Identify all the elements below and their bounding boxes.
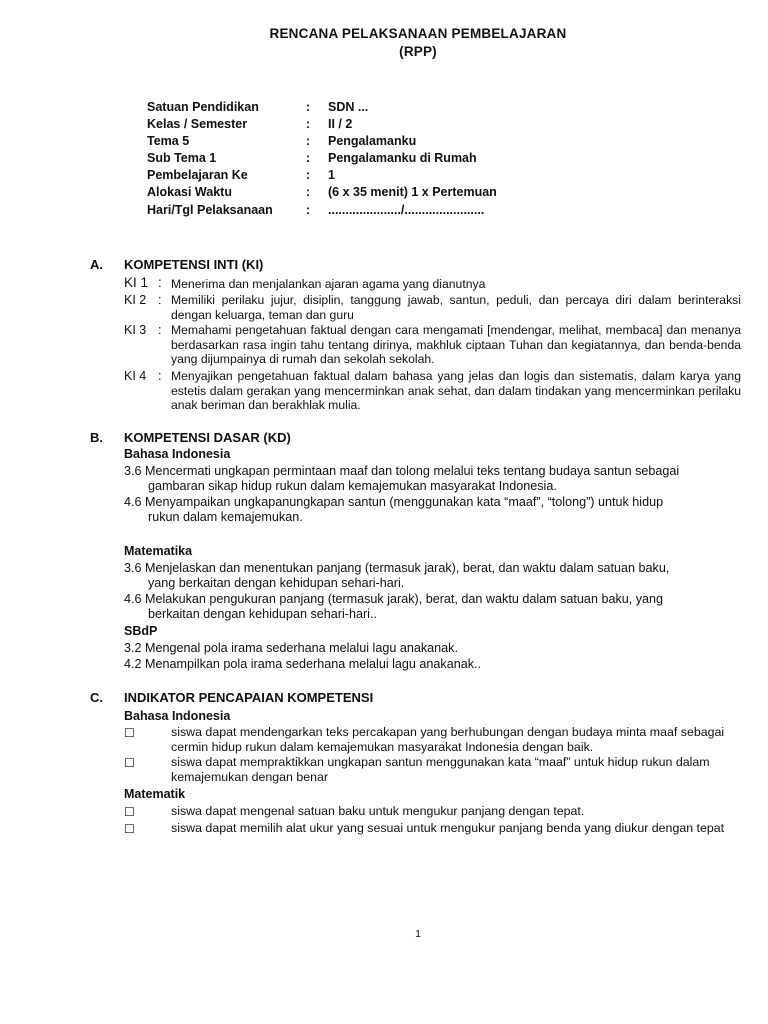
section-letter: B. (90, 430, 103, 445)
kd-line: 4.6 Melakukan pengukuran panjang (termasuk jarak), berat, dan waktu dalam satuan baku, yang (124, 592, 664, 606)
section-letter: A. (90, 257, 103, 272)
subject-heading: Matematik (124, 787, 186, 801)
kd-line: 3.6 Mencermati ungkapan permintaan maaf dan tolong melalui teks tentang budaya santun sebagai (124, 464, 680, 478)
identity-value: (6 x 35 menit) 1 x Pertemuan (328, 185, 497, 199)
ki-text: Menyajikan pengetahuan faktual dalam bahasa yang jelas dan logis dan sistematis, dalam karya yang estetis dalam gerakan yang mencerminkan anak sehat, dan dalam tindakan yang mencerminkan perilaku anak beriman dan berakhlak mulia. (171, 369, 741, 413)
kd-line: berkaitan dengan kehidupan sehari-hari.. (148, 607, 377, 621)
kd-item (124, 561, 744, 591)
kd-line: yang berkaitan dengan kehidupan sehari-hari. (148, 576, 405, 590)
document-title: RENCANA PELAKSANAAN PEMBELAJARAN (269, 26, 567, 41)
identity-label: Satuan Pendidikan (147, 100, 259, 114)
ki-colon: : (158, 293, 162, 307)
page-number: 1 (415, 928, 421, 940)
kd-item: 4.2 Menampilkan pola irama sederhana melalui lagu anakanak.. (124, 657, 482, 671)
identity-colon: : (306, 151, 311, 165)
indicator-text: siswa dapat mempraktikkan ungkapan santun menggunakan kata “maaf” untuk hidup rukun dalam kemajemukan dengan benar (171, 755, 710, 784)
identity-colon: : (306, 203, 311, 217)
checkbox-icon: ☐ (124, 726, 135, 740)
subject-heading: Bahasa Indonesia (124, 447, 231, 461)
indicator-text: siswa dapat mendengarkan teks percakapan yang berhubungan dengan budaya minta maaf sebagai cermin hidup rukun dalam kemajemukan masyarakat Indonesia dengan baik. (171, 725, 725, 754)
checkbox-icon: ☐ (124, 822, 135, 836)
identity-label: Alokasi Waktu (147, 185, 232, 199)
identity-label: Tema 5 (147, 134, 190, 148)
identity-colon: : (306, 185, 311, 199)
identity-colon: : (306, 168, 311, 182)
kd-item: 3.2 Mengenal pola irama sederhana melalui lagu anakanak. (124, 641, 458, 655)
section-title: KOMPETENSI INTI (KI) (124, 257, 264, 272)
ki-text: Menerima dan menjalankan ajaran agama yang dianutnya (171, 277, 486, 291)
subject-heading: Matematika (124, 544, 193, 558)
identity-colon: : (306, 100, 311, 114)
section-title: INDIKATOR PENCAPAIAN KOMPETENSI (124, 690, 374, 705)
ki-colon: : (158, 275, 162, 290)
identity-value: SDN ... (328, 100, 369, 114)
indicator-text: siswa dapat memilih alat ukur yang sesuai untuk mengukur panjang benda yang diukur dengan tepat (171, 821, 725, 835)
checkbox-icon: ☐ (124, 756, 135, 770)
section-title: KOMPETENSI DASAR (KD) (124, 430, 291, 445)
identity-label: Pembelajaran Ke (147, 168, 248, 182)
ki-colon: : (158, 323, 162, 337)
identity-value: II / 2 (328, 117, 353, 131)
ki-text: Memiliki perilaku jujur, disiplin, tanggung jawab, santun, peduli, dan percaya diri dalam berinteraksi dengan keluarga, teman dan guru (171, 293, 741, 322)
identity-value: Pengalamanku (328, 134, 417, 148)
section-letter: C. (90, 690, 103, 705)
identity-label: Sub Tema 1 (147, 151, 217, 165)
ki-label: KI 1 (124, 275, 149, 290)
kd-item (124, 592, 744, 622)
ki-colon: : (158, 369, 162, 383)
kd-line: 4.6 Menyampaikan ungkapanungkapan santun (menggunakan kata “maaf”, “tolong”) untuk hidup (124, 495, 664, 509)
identity-colon: : (306, 117, 311, 131)
kd-item (124, 495, 744, 525)
indicator-text: siswa dapat mengenal satuan baku untuk mengukur panjang dengan tepat. (171, 804, 585, 818)
kd-line: gambaran sikap hidup rukun dalam kemajemukan masyarakat Indonesia. (148, 479, 557, 493)
identity-label: Hari/Tgl Pelaksanaan (147, 203, 273, 217)
subject-heading: SBdP (124, 624, 158, 638)
identity-label: Kelas / Semester (147, 117, 248, 131)
kd-line: rukun dalam kemajemukan. (148, 510, 303, 524)
document-subtitle: (RPP) (399, 44, 437, 59)
identity-value: ...................../....................... (328, 203, 485, 217)
checkbox-icon: ☐ (124, 805, 135, 819)
identity-value: 1 (328, 168, 335, 182)
ki-label: KI 3 (124, 323, 147, 337)
subject-heading: Bahasa Indonesia (124, 709, 231, 723)
identity-colon: : (306, 134, 311, 148)
ki-label: KI 2 (124, 293, 147, 307)
kd-item (124, 464, 744, 494)
ki-text: Memahami pengetahuan faktual dengan cara mengamati [mendengar, melihat, membaca] dan menanya berdasarkan rasa ingin tahu tentang dirinya, makhluk ciptaan Tuhan dan kegiatannya, dan benda-benda yang dijumpainya di rumah dan sekolah sekolah. (171, 323, 741, 367)
kd-line: 3.6 Menjelaskan dan menentukan panjang (termasuk jarak), berat, dan waktu dalam satuan baku, (124, 561, 670, 575)
identity-value: Pengalamanku di Rumah (328, 151, 477, 165)
ki-label: KI 4 (124, 369, 147, 383)
